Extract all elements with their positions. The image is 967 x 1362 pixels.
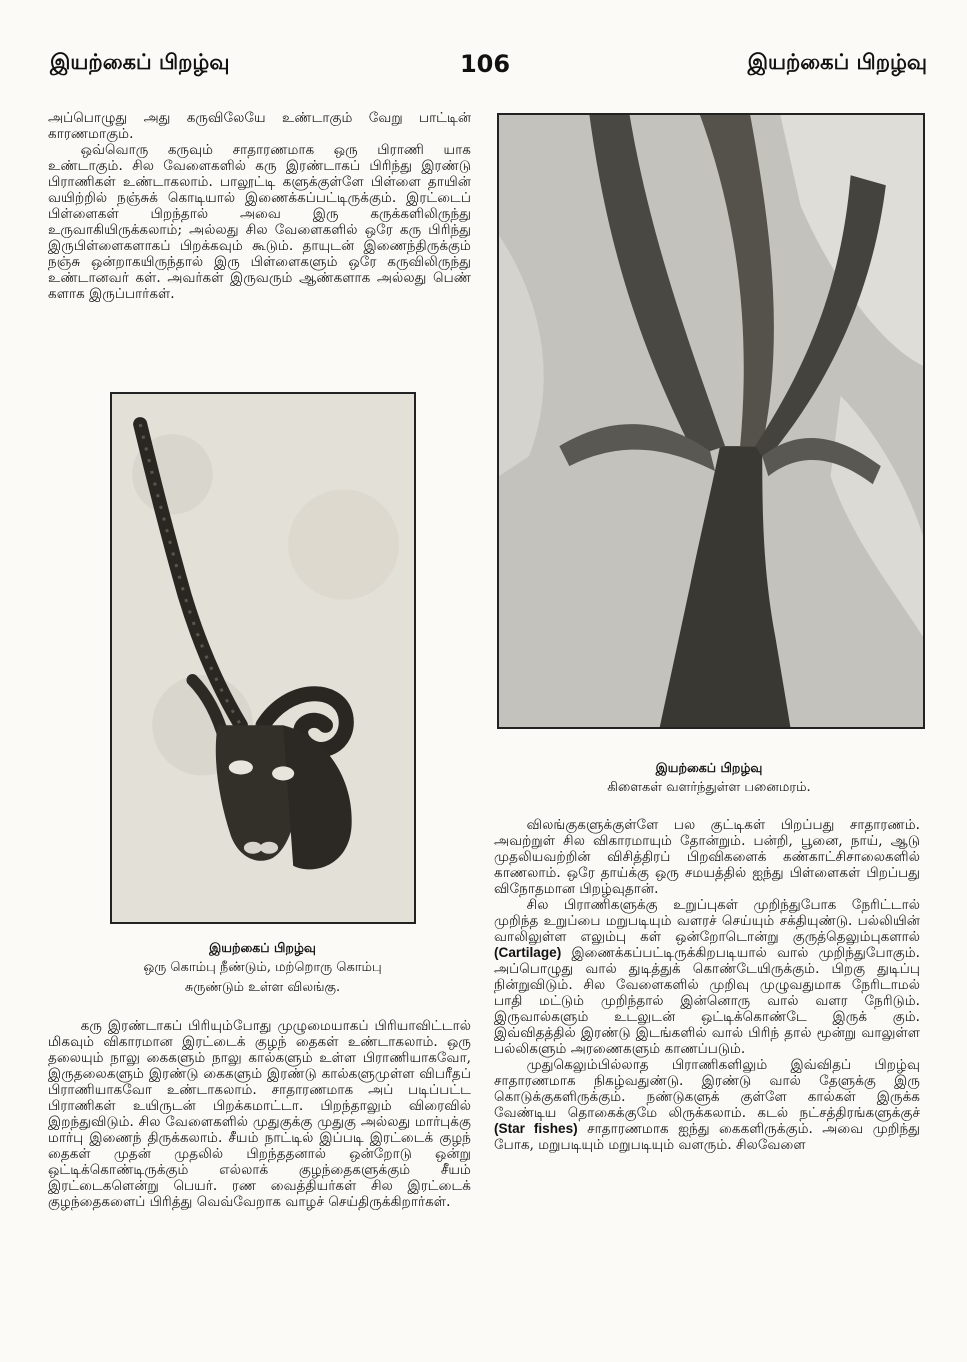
antelope-illustration xyxy=(112,394,414,922)
paragraph: கரு இரண்டாகப் பிரியும்போது முழுமையாகப் பிரியாவிட்டால் மிகவும் விகாரமான இரட்டைக் குழந் தைகள் உண்டாகலாம். ஒரு தலையும் நாலு கைகளும் நாலு கால்களும் உள்ள பிராணியாகவோ, இருதலைகளும் இரண்டு கைகளும் இரண்டு கால்களுமுள்ள விபரீதப் பிராணியாகவோ உண்டாகலாம். சாதாரணமாக அப் படிப்பட்ட பிராணிகள் உயிருடன் பிறக்கமாட்டா. பிறந்தாலும் விரைவில் இறந்துவிடும். சில வேளைகளில் முதுகுக்கு முதுகு அல்லது மார்புக்கு மார்பு இணைந் திருக்கலாம். சீயம் நாட்டில் இப்படி இரட்டைக் குழந் தைகள் முதன் முதலில் பிறந்ததனால் ஒன்றோடு ஒன்று ஒட்டிக்கொண்டிருக்கும் எல்லாக் குழந்தைகளுக்கும் சீயம் இரட்டைகளென்று பெயர். ரண வைத்தியர்கள் சில இரட்டைக் குழந்தைகளைப் பிரித்து வெவ்வேறாக வாழச் செய்திருக்கிறார்கள். xyxy=(48,1018,471,1210)
paragraph: ஒவ்வொரு கருவும் சாதாரணமாக ஒரு பிராணி யாக உண்டாகும். சில வேளைகளில் கரு இரண்டாகப் பிரிந்து இரண்டு பிராணிகள் உண்டாகலாம். பாலூட்டி களுக்குள்ளே பிள்ளை தாயின் வயிற்றில் நஞ்சுக் கொடியால் இணைக்கப்பட்டிருக்கும். இரட்டைப் பிள்ளைகள் பிறந்தால் அவை இரு கருக்களிலிருந்து உருவாகியிருக்கலாம்; அல்லது சில வேளைகளில் ஒரே கரு பிரிந்து இருபிள்ளைகளாகப் பிறக்கவும் கூடும். தாயுடன் இணைந்திருக்கும் நஞ்சு ஒன்றாகயிருந்தால் இரு பிள்ளைகளும் ஒரே கருவிலிருந்து உண்டானவர் கள். அவர்கள் இருவரும் ஆண்களாக அல்லது பெண் களாக இருப்பார்கள். xyxy=(48,142,471,302)
caption-line: சுருண்டும் உள்ள விலங்கு. xyxy=(184,980,341,995)
left-column-top xyxy=(48,110,471,302)
caption-line: ஒரு கொம்பு நீண்டும், மற்றொரு கொம்பு xyxy=(143,960,382,975)
running-header-right: இயற்கைப் பிறழ்வு xyxy=(747,50,927,74)
caption-line: கிளைகள் வளர்ந்துள்ள பனைமரம். xyxy=(607,780,811,795)
text-run: இணைக்கப்பட்டிருக்கிறபடியால் வால் முறிந்துபோகும். அப்பொழுது வால் துடித்துக் கொண்டேயிருக்கும். பிறகு துடிப்பு நின்றுவிடும். சில வேளைகளில் முறிவு முழுவதுமாக நேரிடாமல் பாதி மட்டும் முறிந்தால் இன்னொரு வால் வளர நேரிடும். இருவால்களும் உடலுடன் ஒட்டிக்கொண்டே இருக் கும். இவ்விதத்தில் இரண்டு இடங்களில் வால் பிரிந் தால் மூன்று வாலுள்ள பல்லிகளும் அரணைகளும் காணப்படும். xyxy=(494,945,921,1057)
palm-tree-illustration xyxy=(499,115,923,727)
paragraph xyxy=(494,897,920,1057)
right-column xyxy=(494,817,920,1153)
page-number: 106 xyxy=(459,50,511,78)
caption-title: இயற்கைப் பிறழ்வு xyxy=(655,760,763,775)
english-term: (Cartilage) xyxy=(494,945,562,960)
running-header-left: இயற்கைப் பிறழ்வு xyxy=(50,50,230,74)
text-run: சாதாரணமாக ஐந்து கைகளிருக்கும். அவை முறிந்து போக, மறுபடியும் மறுபடியும் வளரும். சிலவேளை xyxy=(494,1121,921,1153)
english-term: (Star fishes) xyxy=(494,1121,578,1136)
text-run: முதுகெலும்பில்லாத பிராணிகளிலும் இவ்விதப் பிறழ்வு சாதாரணமாக நிகழ்வதுண்டு. இரண்டு வால் தேளுக்கு இரு கொடுக்குகளிருக்கும். நண்டுகளுக் குள்ளே கால்கள் இருக்க வேண்டிய தொகைக்குமே லிருக்கலாம். கடல் நட்சத்திரங்களுக்குச் xyxy=(494,1057,920,1121)
caption-title: இயற்கைப் பிறழ்வு xyxy=(209,940,316,955)
right-figure-caption xyxy=(497,758,921,798)
text-run: சில பிராணிகளுக்கு உறுப்புகள் முறிந்துபோக நேரிட்டால் முறிந்த உறுப்பை மறுபடியும் வளரச் செய்யும் சக்தியுண்டு. பல்லியின் வாலிலுள்ள எலும்பு கள் ஒன்றோடொன்று குருத்தெலும்புகளால் xyxy=(494,897,920,945)
left-figure-caption xyxy=(90,938,435,998)
palm-tree-photo xyxy=(497,113,925,729)
paragraph: அப்பொழுது அது கருவிலேயே உண்டாகும் வேறு பாட்டின் காரணமாகும். xyxy=(48,110,471,142)
paragraph xyxy=(494,1057,920,1153)
antelope-photo xyxy=(110,392,416,924)
left-column-bottom xyxy=(48,1018,471,1210)
paragraph: விலங்குகளுக்குள்ளே பல குட்டிகள் பிறப்பது சாதாரணம். அவற்றுள் சில விகாரமாயும் தோன்றும். பன்றி, பூனை, நாய், ஆடு முதலியவற்றின் விசித்திரப் பிறவிகளைக் கண்காட்சிசாலைகளில் காணலாம். ஒரே தாய்க்கு ஒரு சமயத்தில் ஐந்து பிள்ளைகள் பிறப்பது விநோதமான பிறழ்வுதான். xyxy=(494,817,920,897)
